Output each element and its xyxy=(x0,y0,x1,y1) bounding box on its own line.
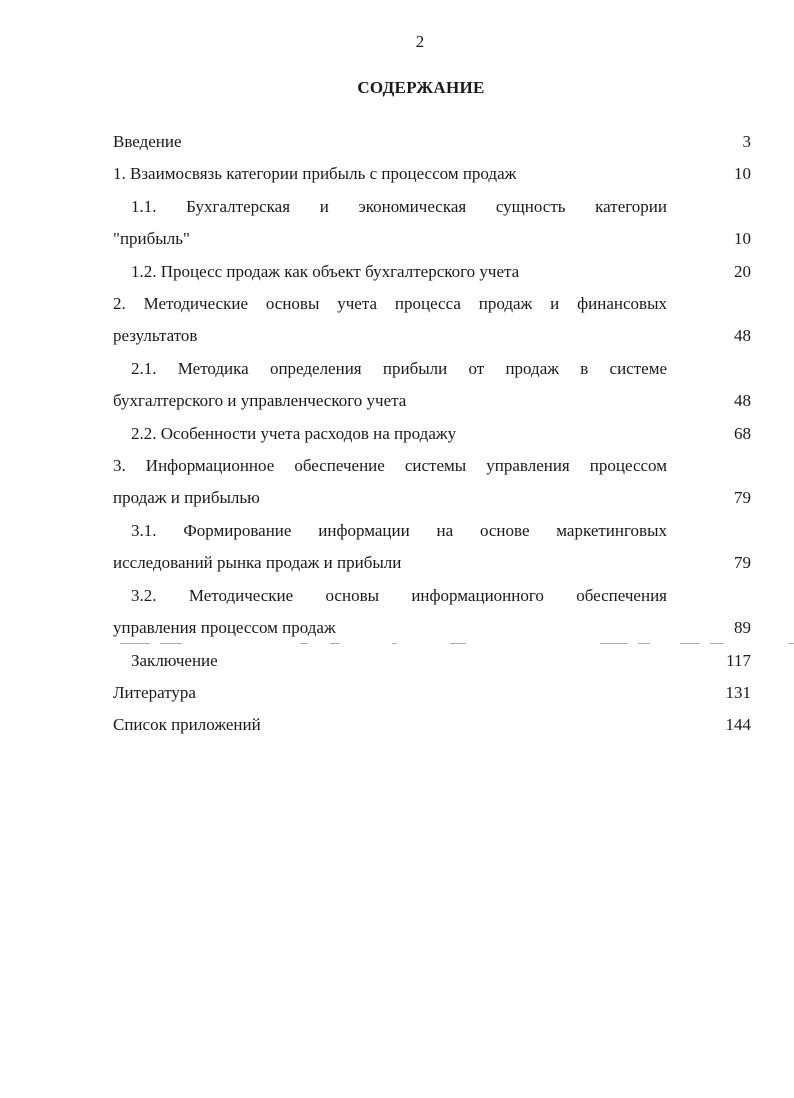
toc-entry-page-number: 131 xyxy=(725,682,751,702)
toc-entry-text: Введение xyxy=(113,132,182,151)
page-title: СОДЕРЖАНИЕ xyxy=(357,78,485,97)
toc-entry-text: 2.1. Методика определения прибыли от продаж в системе xyxy=(131,358,667,378)
toc-entry-text: продаж и прибылью xyxy=(113,488,260,508)
toc-entry-text: 1.1. Бухгалтерская и экономическая сущность категории xyxy=(131,196,667,216)
table-of-contents xyxy=(113,126,751,742)
toc-entry xyxy=(113,515,751,580)
toc-entry xyxy=(113,418,751,450)
toc-entry-text: управления процессом продаж xyxy=(113,618,336,638)
toc-entry xyxy=(113,450,751,515)
toc-entry xyxy=(113,645,751,677)
toc-entry xyxy=(113,677,751,709)
toc-entry-text: исследований рынка продаж и прибыли xyxy=(113,553,402,573)
toc-entry xyxy=(113,191,751,256)
toc-entry-page-number: 20 xyxy=(734,261,751,281)
toc-entry-page-number: 79 xyxy=(734,488,751,508)
toc-entry-page-number: 48 xyxy=(734,326,751,346)
toc-entry-text: 3.1. Формирование информации на основе маркетинговых xyxy=(131,520,667,540)
toc-entry-text: 3. Информационное обеспечение системы управления процессом xyxy=(113,456,667,476)
toc-entry-text: результатов xyxy=(113,326,198,346)
toc-entry-page-number: 10 xyxy=(734,164,751,184)
toc-entry xyxy=(113,158,751,190)
toc-entry-page-number: 79 xyxy=(734,553,751,573)
toc-entry-page-number: 48 xyxy=(734,391,751,411)
toc-entry xyxy=(113,353,751,418)
toc-entry-page-number: 89 xyxy=(734,618,751,638)
toc-entry-text: 1.2. Процесс продаж как объект бухгалтерского учета xyxy=(131,261,520,281)
toc-entry-text: Литература xyxy=(113,682,196,702)
toc-entry-text: Список приложений xyxy=(113,715,261,735)
toc-entry-text: 2.2. Особенности учета расходов на продажу xyxy=(131,423,457,443)
toc-entry xyxy=(113,580,751,645)
toc-entry xyxy=(113,709,751,741)
toc-entry-text: Заключение xyxy=(131,650,218,670)
toc-entry xyxy=(113,126,751,158)
page-number: 2 xyxy=(415,32,425,51)
toc-entry-text: 1. Взаимосвязь категории прибыль с процессом продаж xyxy=(113,164,517,184)
toc-entry xyxy=(113,288,751,353)
toc-entry-page-number: 3 xyxy=(742,132,751,151)
toc-entry xyxy=(113,256,751,288)
toc-entry-text: 2. Методические основы учета процесса продаж и финансовых xyxy=(113,294,667,314)
toc-entry-page-number: 68 xyxy=(734,423,751,443)
toc-entry-page-number: 144 xyxy=(725,715,751,735)
toc-entry-text: бухгалтерского и управленческого учета xyxy=(113,391,407,411)
toc-entry-text: 3.2. Методические основы информационного обеспечения xyxy=(131,585,667,605)
toc-entry-page-number: 117 xyxy=(726,650,751,670)
toc-entry-text: "прибыль" xyxy=(113,229,190,249)
toc-entry-page-number: 10 xyxy=(734,229,751,249)
